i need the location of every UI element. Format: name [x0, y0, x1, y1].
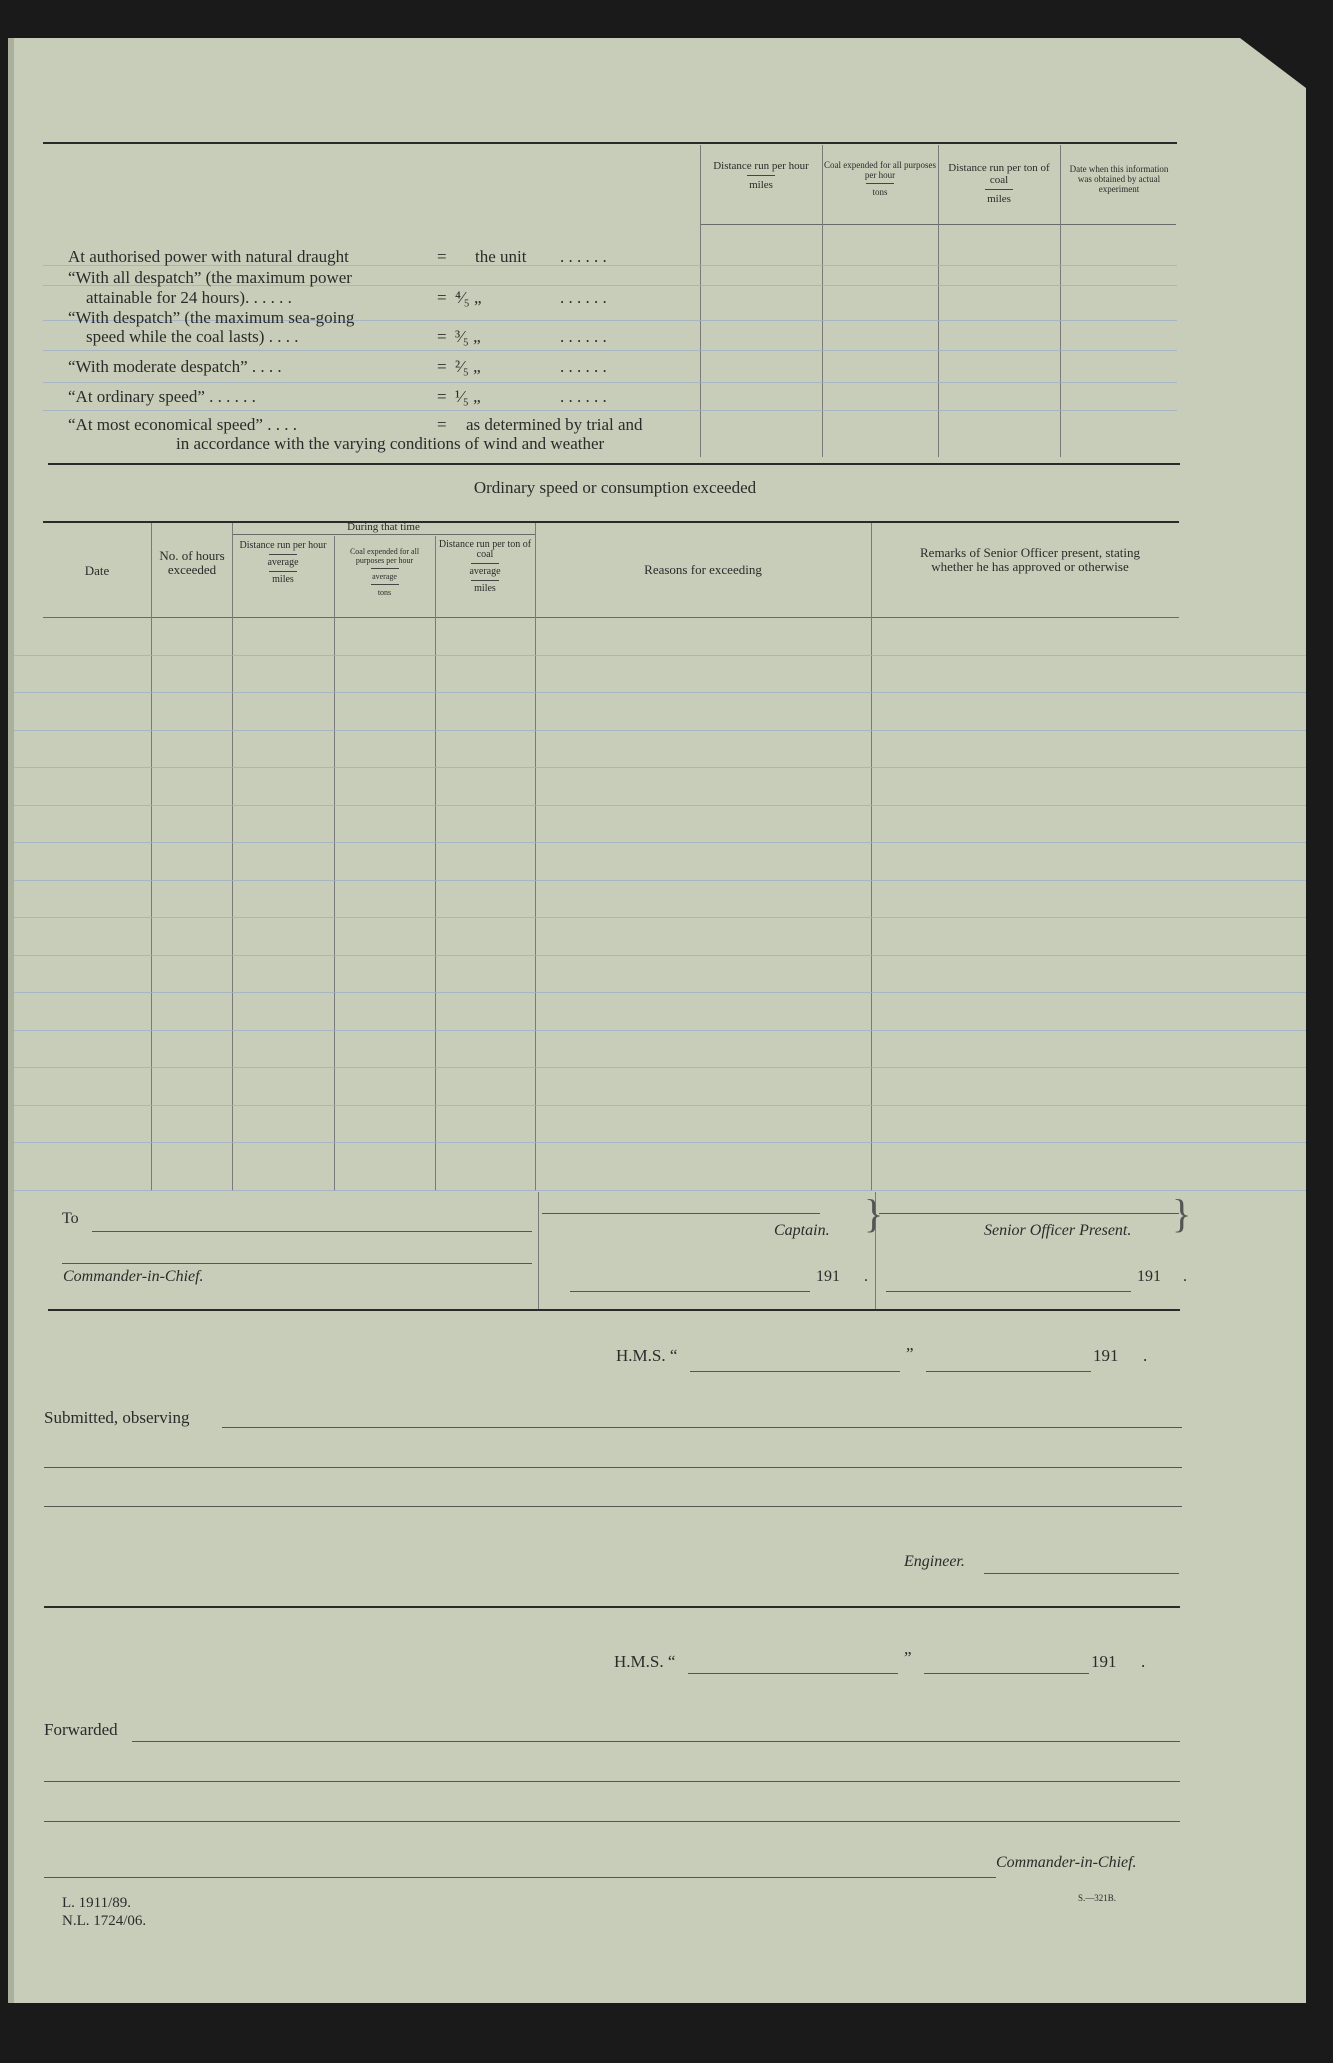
row-dots: . . . . . .: [560, 247, 607, 266]
header-title: Coal expended for all purposes per hour: [824, 160, 936, 180]
col-unit: miles: [474, 583, 496, 594]
ruled-line: [14, 917, 1306, 918]
ruled-line: [43, 350, 1177, 351]
hms-prefix: H.M.S. “: [614, 1652, 676, 1671]
row-label-economical: “At most economical speed” . . . .: [68, 415, 297, 434]
hms-close: ”: [904, 1648, 912, 1667]
ruled-line: [14, 692, 1306, 693]
ruled-line: [14, 1190, 1306, 1191]
row-value: as determined by trial and: [466, 415, 643, 434]
captain-year-dot: .: [864, 1268, 868, 1285]
col-divider: [232, 523, 233, 1191]
col-date: Date: [84, 563, 110, 578]
row-label-despatch-2: speed while the coal lasts) . . . .: [86, 327, 299, 346]
engineer-signature-line[interactable]: [984, 1572, 1179, 1574]
ruled-line: [14, 805, 1306, 806]
section-header-rule: [43, 617, 1179, 618]
header-unit: tons: [872, 187, 888, 197]
col-title: Coal expended for all purposes per hour: [349, 547, 420, 565]
header-distance-run: [702, 160, 820, 191]
row-eq: =: [437, 387, 447, 406]
cinc-signature-line[interactable]: [44, 1876, 996, 1878]
ref-nl: N.L. 1724/06.: [62, 1913, 147, 1929]
ruled-line: [14, 955, 1306, 956]
row-value: ³⁄₅ „: [455, 327, 481, 346]
row-label-all-despatch-2: attainable for 24 hours). . . . . .: [86, 288, 292, 307]
row-label-moderate: “With moderate despatch” . . . .: [68, 357, 282, 376]
top-rule: [43, 142, 1177, 144]
col-average: average: [372, 572, 397, 581]
col-distance-run: [234, 541, 332, 585]
cinc-label: Commander-in-Chief.: [996, 1854, 1137, 1871]
hms-year: 191: [1091, 1652, 1117, 1671]
col-unit: miles: [272, 574, 294, 585]
row-value: ²⁄₅ „: [455, 357, 481, 376]
to-line[interactable]: [92, 1230, 532, 1232]
forwarded-label: Forwarded: [44, 1720, 118, 1739]
col-average: average: [469, 566, 501, 577]
header-title: Distance run per hour: [713, 160, 809, 172]
hms-dot: .: [1141, 1652, 1146, 1671]
col-unit: tons: [377, 588, 392, 597]
captain-label: Captain.: [774, 1222, 830, 1239]
page-edge: [8, 38, 14, 2003]
submitted-line-2[interactable]: [44, 1466, 1182, 1468]
top-table-bottom-rule: [48, 463, 1180, 465]
row-label-all-despatch: “With all despatch” (the maximum power: [68, 268, 352, 287]
submitted-label: Submitted, observing: [44, 1408, 190, 1427]
row-value: the unit: [475, 247, 527, 266]
row-label-ordinary: “At ordinary speed” . . . . . .: [68, 387, 256, 406]
col-coal-expended: [336, 547, 433, 597]
ruled-line: [43, 382, 1177, 383]
ship-name-line[interactable]: [690, 1370, 900, 1372]
hms-close: ”: [906, 1344, 914, 1363]
row-eq: =: [437, 247, 447, 266]
commander-label: Commander-in-Chief.: [63, 1268, 204, 1285]
during-that-time: During that time: [347, 521, 420, 533]
ruled-line: [14, 1105, 1306, 1106]
senior-year: 191: [1137, 1268, 1161, 1285]
hms-date-line[interactable]: [924, 1672, 1089, 1674]
row-dots: . . . . . .: [560, 288, 607, 307]
ruled-line: [43, 410, 1177, 411]
footer-bottom-rule: [48, 1309, 1180, 1311]
header-distance-per-ton: [940, 162, 1058, 205]
captain-year: 191: [816, 1268, 840, 1285]
row-eq: =: [437, 288, 447, 307]
row-value: ¹⁄₅ „: [455, 387, 481, 406]
col-distance-per-ton: [437, 540, 533, 594]
header-title: Distance run per ton of coal: [948, 162, 1050, 186]
col-reasons: Reasons for exceeding: [644, 562, 762, 577]
col-divider: [435, 536, 436, 1191]
row-value: ⁴⁄₅ „: [455, 288, 482, 307]
brace: }: [864, 1191, 884, 1236]
col-divider: [535, 523, 536, 1191]
col-average: average: [267, 557, 299, 568]
ruled-line: [14, 842, 1306, 843]
col-title: Distance run per hour: [239, 540, 327, 551]
during-rule: [232, 534, 535, 535]
row-eq: =: [437, 357, 447, 376]
row-label-economical-2: in accordance with the varying conditions of wind and weather: [176, 434, 605, 453]
to-line-2[interactable]: [62, 1262, 532, 1264]
to-label: To: [62, 1210, 79, 1227]
hms-date-line[interactable]: [926, 1370, 1091, 1372]
row-dots: . . . . . .: [560, 357, 607, 376]
ruled-line: [14, 767, 1306, 768]
section-title: Ordinary speed or consumption exceeded: [473, 478, 757, 497]
submitted-line-3[interactable]: [44, 1505, 1182, 1507]
header-date-obtained: [1062, 164, 1176, 194]
ruled-line: [14, 992, 1306, 993]
ruled-line: [14, 1030, 1306, 1031]
col-divider: [538, 1192, 539, 1310]
col-title: Distance run per ton of coal: [438, 539, 532, 560]
row-dots: . . . . . .: [560, 327, 607, 346]
ship-name-line[interactable]: [688, 1672, 898, 1674]
row-eq: =: [437, 327, 447, 346]
ruled-line: [14, 655, 1306, 656]
brace: }: [1172, 1191, 1192, 1236]
form-number: S.—321B.: [1078, 1893, 1117, 1903]
section-top-rule: [43, 521, 1179, 523]
senior-year-dot: .: [1183, 1268, 1187, 1285]
forwarded-line-2[interactable]: [44, 1780, 1180, 1782]
row-label-authorised: At authorised power with natural draught: [68, 247, 349, 266]
header-unit: miles: [987, 193, 1011, 205]
col-divider: [871, 523, 872, 1191]
senior-signature-line[interactable]: [879, 1212, 1179, 1214]
col-divider: [334, 536, 335, 1191]
header-coal-expended: [824, 160, 936, 197]
row-eq: =: [437, 415, 447, 434]
ruled-line: [14, 730, 1306, 731]
submitted-line[interactable]: [222, 1426, 1182, 1428]
forwarded-line[interactable]: [132, 1740, 1180, 1742]
senior-label: Senior Officer Present.: [984, 1222, 1132, 1239]
ruled-line: [14, 1142, 1306, 1143]
hms-prefix: H.M.S. “: [616, 1346, 678, 1365]
forwarded-line-3[interactable]: [44, 1820, 1180, 1822]
hms-dot: .: [1143, 1346, 1148, 1365]
col-hours: No. of hours exceeded: [159, 548, 225, 577]
col-remarks: Remarks of Senior Officer present, stating whether he has approved or otherwise: [920, 545, 1140, 574]
header-title: Date when this information was obtained by actual experiment: [1069, 164, 1169, 194]
ruled-line: [14, 880, 1306, 881]
ruled-line: [14, 1067, 1306, 1068]
header-unit: miles: [749, 179, 773, 191]
col-divider: [151, 523, 152, 1191]
captain-date-line[interactable]: [570, 1290, 810, 1292]
hms-section-rule: [44, 1606, 1180, 1608]
captain-signature-line[interactable]: [542, 1212, 820, 1214]
senior-date-line[interactable]: [886, 1290, 1131, 1292]
hms-year: 191: [1093, 1346, 1119, 1365]
row-dots: . . . . . .: [560, 387, 607, 406]
row-label-despatch: “With despatch” (the maximum sea-going: [68, 308, 355, 327]
engineer-label: Engineer.: [904, 1553, 965, 1570]
ref-l: L. 1911/89.: [62, 1895, 132, 1911]
